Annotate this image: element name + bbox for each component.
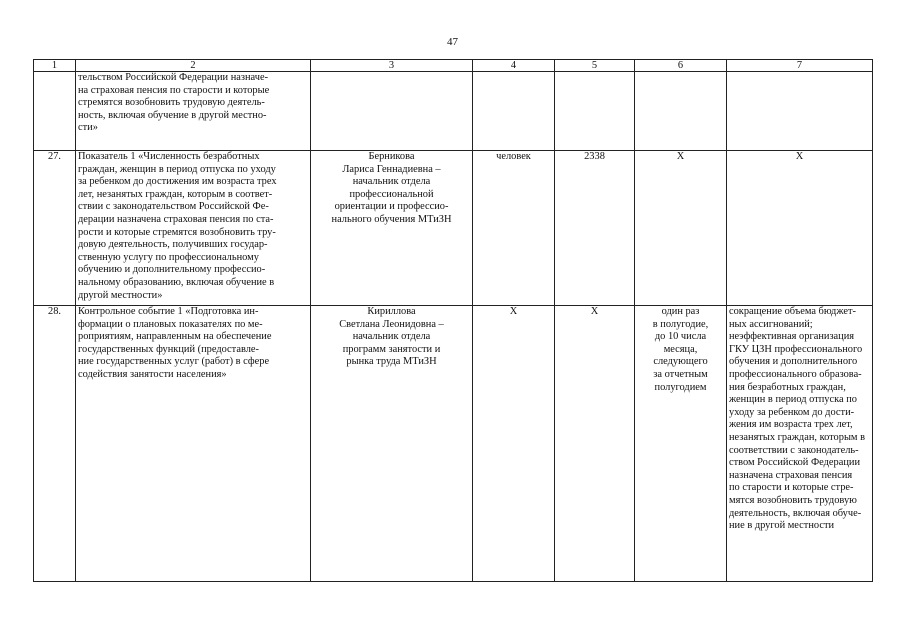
responsible-person: Кириллова Светлана Леонидовна – начальник отдела программ занятости и рынка труда МТиЗН — [311, 306, 473, 582]
table-row — [34, 151, 873, 306]
consequences: Х — [727, 151, 873, 306]
header-cell: 7 — [727, 60, 873, 72]
consequences — [727, 72, 873, 151]
row-number — [34, 72, 76, 151]
consequences: сокращение объема бюджет- ных ассигнований; неэффективная организация ГКУ ЦЗН профессионального обучения и дополнительного профессионального образова- ния безработных граждан, женщин в период отпуска по уходу за ребенком до дости- жения им возраста трех лет, незанятых граждан, которым в соответствии с законодатель- ством Российской Федерации назначена страховая пенсия по старости и которые стре- мятся возобновить трудовую деятельность, включая обуче- ние в другой местности — [727, 306, 873, 582]
header-cell: 4 — [473, 60, 555, 72]
row-number: 27. — [34, 151, 76, 306]
period: один раз в полугодие, до 10 числа месяца, следующего за отчетным полугодием — [635, 306, 727, 582]
measure-name: тельством Российской Федерации назначе- на страховая пенсия по старости и которые стремятся возобновить трудовую деятель- ность, включая обучение в другой местно- сти» — [76, 72, 311, 151]
unit: Х — [473, 306, 555, 582]
measure-name: Показатель 1 «Численность безработных граждан, женщин в период отпуска по уходу за ребенком до достижения им возраста трех лет, незанятых граждан, которым в соответ- ствии с законодательством Российской Фе- дерации назначена страховая пенсия по ста- рости и которые стремятся возобновить тру- довую деятельность, получивших государ- ственную услугу по профессиональному обучению и дополнительному профессио- нальному образованию, включая обучение в другой местности» — [76, 151, 311, 306]
measures-table — [33, 59, 873, 582]
table-row — [34, 72, 873, 151]
header-cell: 3 — [311, 60, 473, 72]
value: Х — [555, 306, 635, 582]
period — [635, 72, 727, 151]
header-cell: 6 — [635, 60, 727, 72]
header-row — [34, 60, 873, 72]
value — [555, 72, 635, 151]
table-row — [34, 306, 873, 582]
responsible-person: Берникова Лариса Геннадиевна – начальник отдела профессиональной ориентации и профессио- нального обучения МТиЗН — [311, 151, 473, 306]
unit — [473, 72, 555, 151]
row-number: 28. — [34, 306, 76, 582]
value: 2338 — [555, 151, 635, 306]
period: Х — [635, 151, 727, 306]
page-number: 47 — [447, 36, 458, 48]
header-cell: 2 — [76, 60, 311, 72]
responsible-person — [311, 72, 473, 151]
header-cell: 1 — [34, 60, 76, 72]
unit: человек — [473, 151, 555, 306]
measure-name: Контрольное событие 1 «Подготовка ин- формации о плановых показателях по ме- роприятиям, направленным на обеспечение государственных функций (предоставле- ние государственных услуг (работ) в сфере содействия занятости населения» — [76, 306, 311, 582]
header-cell: 5 — [555, 60, 635, 72]
